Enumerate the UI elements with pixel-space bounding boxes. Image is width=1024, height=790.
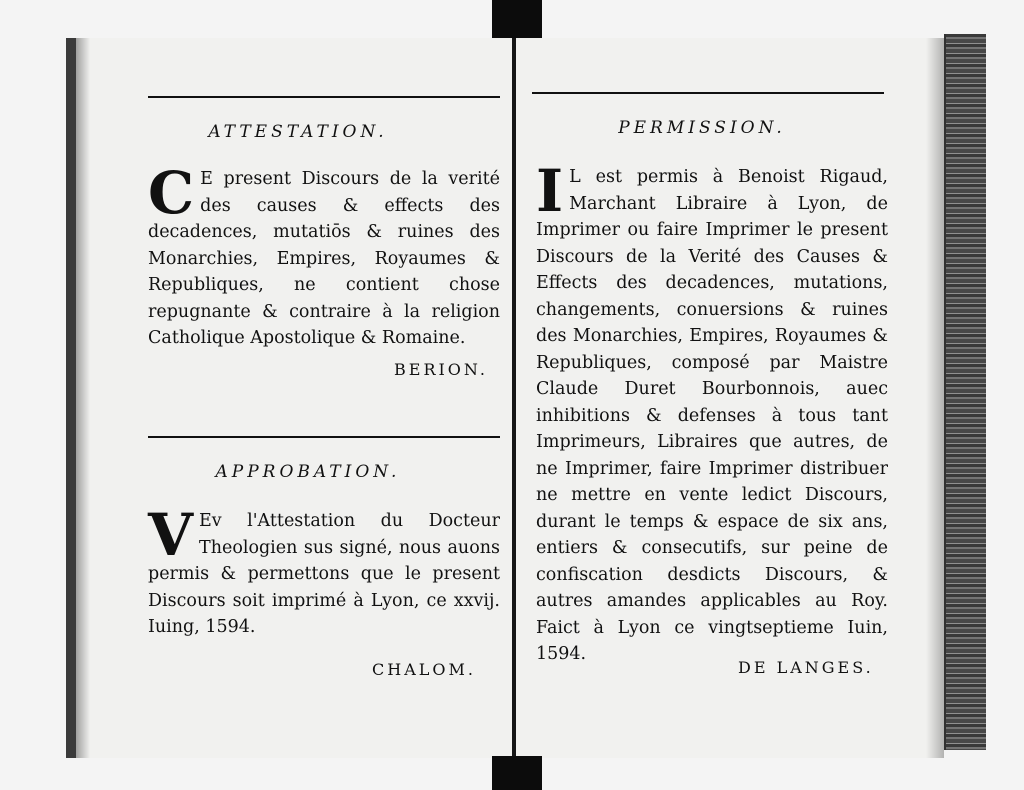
attestation-text: [148, 159, 500, 352]
approbation-heading: APPROBATION.: [215, 462, 401, 482]
page-edges: [944, 34, 986, 750]
attestation-signature: BERION.: [394, 360, 488, 379]
permission-heading: PERMISSION.: [618, 118, 786, 138]
top-rule-left: [148, 96, 500, 98]
top-rule-right: [532, 92, 884, 94]
book-clip-bottom: [492, 756, 542, 790]
permission-body: L est permis à Benoist Rigaud, Marchant Libraire à Lyon, de Imprimer ou faire Imprimer le present Discours de la Verité des Causes & Effects des decadences, mutations, changements, conuersions & ruines des Monarchies, Empires, Royaumes & Republiques, composé par Maistre Claude Duret Bourbonnois, auec inhibitions & defenses à tous tant Imprimeurs, Libraires que autres, de ne Imprimer, faire Imprimer distribuer ne mettre en vente ledict Discours, durant le temps & espace de six ans, entiers & consecutifs, sur peine de confiscation desdicts Discours, & autres amandes applicables au Roy. Faict à Lyon ce vingtseptieme Iuin, 1594.: [536, 167, 888, 664]
approbation-signature: CHALOM.: [372, 660, 476, 679]
open-book: [66, 38, 986, 764]
attestation-body: E present Discours de la verité des causes & effects des decadences, mutatiōs & ruines des Monarchies, Empires, Royaumes & Republiques, ne contient chose repugnante & contraire à la religion Catholique Apostolique & Romaine.: [148, 169, 500, 348]
permission-signature: DE LANGES.: [738, 658, 874, 677]
permission-drop-cap: I: [536, 157, 564, 225]
left-page: [66, 38, 516, 758]
approbation-body: Ev l'Attestation du Docteur Theologien sus signé, nous auons permis & permettons que le present Discours soit imprimé à Lyon, ce xxvij. Iuing, 1594.: [148, 511, 500, 637]
approbation-drop-cap: V: [148, 501, 194, 569]
attestation-drop-cap: C: [148, 159, 195, 227]
attestation-heading: ATTESTATION.: [208, 122, 388, 142]
permission-text: [536, 157, 888, 668]
right-page: [516, 38, 944, 758]
middle-rule-left: [148, 436, 500, 438]
approbation-text: [148, 501, 500, 641]
